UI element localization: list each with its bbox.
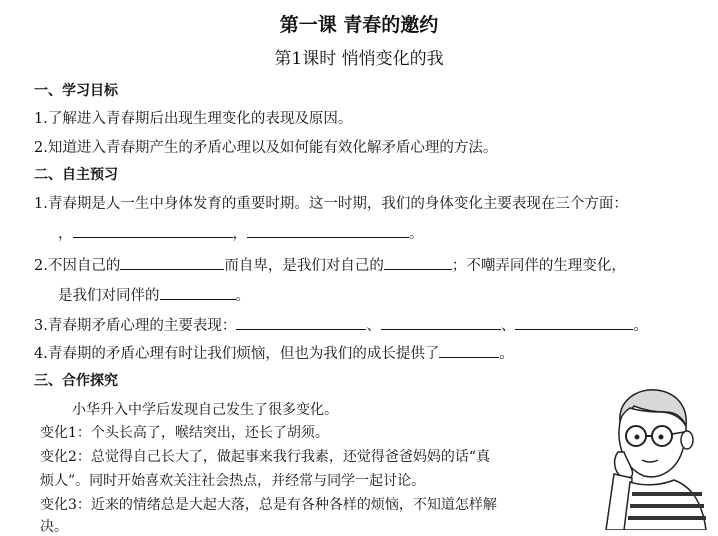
q3-text: 3.青春期矛盾心理的主要表现： (34, 318, 237, 334)
scenario-change-3: 变化3：近来的情绪总是大起大落，总是有各种各样的烦恼，不知道怎样解 (40, 497, 497, 513)
goal-item-2: 2.知道进入青春期产生的矛盾心理以及如何能有效化解矛盾心理的方法。 (34, 140, 498, 156)
q3-sep-2: 、 (500, 318, 516, 334)
answer-blank[interactable] (439, 343, 499, 359)
answer-blank[interactable] (381, 315, 501, 331)
scenario-change-3-cont: 决。 (40, 519, 68, 535)
q2-text-b: 而自卑，是我们对自己的 (224, 258, 384, 274)
scenario-intro: 小华升入中学后发现自己发生了很多变化。 (72, 402, 338, 418)
section-heading-explore: 三、合作探究 (34, 373, 118, 389)
answer-blank[interactable] (384, 255, 452, 271)
preview-question-1: 1.青春期是人一生中身体发育的重要时期。这一时期，我们的身体变化主要表现在三个方面： (34, 196, 628, 212)
scenario-change-2-cont: 烦人”。同时开始喜欢关注社会热点，并经常与同学一起讨论。 (40, 473, 426, 489)
q2-text-e: 。 (235, 288, 250, 304)
preview-question-4 (34, 342, 514, 363)
preview-question-2 (34, 254, 626, 275)
preview-question-2-cont (58, 284, 250, 305)
q1-period: 。 (409, 226, 424, 242)
boy-with-glasses-illustration (590, 382, 708, 530)
scenario-change-1: 变化1：个头长高了，喉结突出，还长了胡须。 (40, 425, 329, 441)
answer-blank[interactable] (120, 255, 224, 271)
q4-period: 。 (499, 346, 514, 362)
q1-comma-2: ， (232, 226, 247, 242)
answer-blank[interactable] (73, 223, 233, 239)
scenario-change-2: 变化2：总觉得自己长大了，做起事来我行我素，还觉得爸爸妈妈的话“真 (40, 449, 491, 465)
lesson-title: 第一课 青春的邀约 (279, 14, 439, 36)
answer-blank[interactable] (515, 315, 633, 331)
goal-item-1: 1.了解进入青春期后出现生理变化的表现及原因。 (34, 111, 353, 127)
q2-text-a: 2.不因自己的 (34, 258, 121, 274)
q3-sep-1: 、 (366, 318, 381, 334)
answer-blank[interactable] (247, 223, 409, 239)
answer-blank[interactable] (160, 285, 236, 301)
answer-blank[interactable] (236, 315, 366, 331)
q2-text-d: 是我们对同伴的 (58, 288, 160, 304)
section-heading-goals: 一、学习目标 (34, 83, 118, 99)
q1-comma-1: ， (58, 226, 73, 242)
preview-question-3 (34, 314, 648, 335)
q2-text-c: ；不嘲弄同伴的生理变化， (451, 258, 626, 274)
preview-question-1-blanks (58, 222, 424, 243)
lesson-subtitle: 第1课时 悄悄变化的我 (274, 49, 444, 69)
q3-period: 。 (633, 318, 648, 334)
section-heading-preview: 二、自主预习 (34, 167, 118, 183)
q4-text: 4.青春期的矛盾心理有时让我们烦恼，但也为我们的成长提供了 (34, 346, 440, 362)
